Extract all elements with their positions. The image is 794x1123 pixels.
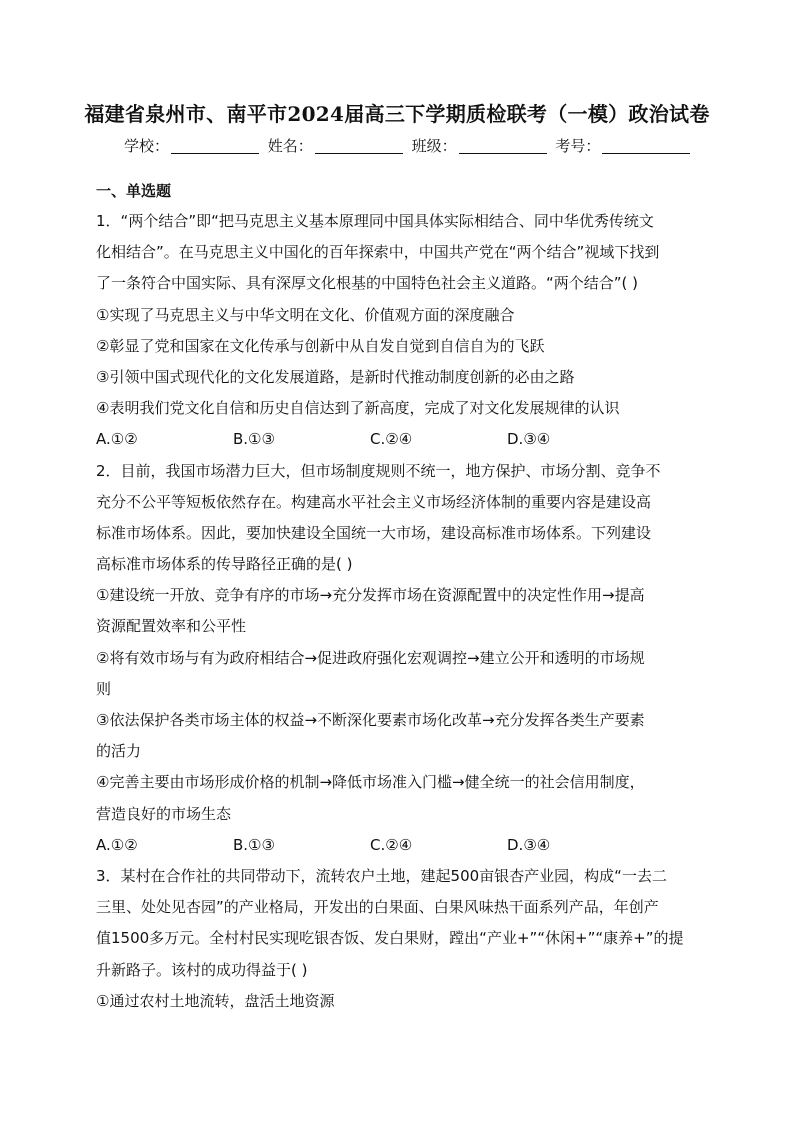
answer-choices <box>96 424 716 455</box>
school-label: 学校： <box>124 137 170 155</box>
answer-choices <box>96 830 716 861</box>
question-2 <box>96 456 716 861</box>
statement-option: ①实现了马克思主义与中华文明在文化、价值观方面的深度融合 <box>96 305 515 324</box>
choice-a[interactable]: A.①② <box>96 430 138 449</box>
class-label: 班级： <box>411 137 457 155</box>
statement-option-continued: 营造良好的市场生态 <box>96 804 232 823</box>
question-stem-line: 化相结合”。在马克思主义中国化的百年探索中，中国共产党在“两个结合”视域下找到 <box>96 243 660 262</box>
choice-c[interactable]: C.②④ <box>370 835 413 854</box>
statement-option: ③引领中国式现代化的文化发展道路，是新时代推动制度创新的必由之路 <box>96 367 575 386</box>
statement-option: ②彰显了党和国家在文化传承与创新中从自发自觉到自信自为的飞跃 <box>96 336 545 355</box>
section-heading: 一、单选题 <box>96 182 172 200</box>
question-3 <box>96 861 716 1017</box>
choice-d[interactable]: D.③④ <box>507 430 551 449</box>
question-stem-line: 2．目前，我国市场潜力巨大，但市场制度规则不统一，地方保护、市场分割、竞争不 <box>96 461 661 480</box>
statement-option: ②将有效市场与有为政府相结合→促进政府强化宏观调控→建立公开和透明的市场规 <box>96 648 645 667</box>
choice-b[interactable]: B.①③ <box>233 835 275 854</box>
exam-content <box>96 176 716 1017</box>
question-stem-line: 充分不公平等短板依然存在。构建高水平社会主义市场经济体制的重要内容是建设高 <box>96 492 652 511</box>
question-stem-line: 了一条符合中国实际、具有深厚文化根基的中国特色社会主义道路。“两个结合”( ) <box>96 274 639 293</box>
choice-a[interactable]: A.①② <box>96 835 138 854</box>
question-1 <box>96 206 716 456</box>
statement-option: ①建设统一开放、竞争有序的市场→充分发挥市场在资源配置中的决定性作用→提高 <box>96 586 645 605</box>
student-info-row <box>124 135 694 157</box>
question-stem-line: 值1500多万元。全村村民实现吃银杏饭、发白果财，蹚出“产业+”“休闲+”“康养+”的提 <box>96 929 684 948</box>
class-blank <box>459 137 547 154</box>
statement-option: ①通过农村土地流转，盘活土地资源 <box>96 991 335 1010</box>
name-label: 姓名： <box>267 137 313 155</box>
name-blank <box>315 137 403 154</box>
question-stem-line: 标准市场体系。因此，要加快建设全国统一大市场，建设高标准市场体系。下列建设 <box>96 523 652 542</box>
question-stem-line: 3．某村在合作社的共同带动下，流转农户土地，建起500亩银杏产业园，构成“一去二 <box>96 866 667 885</box>
exam-number-blank <box>602 137 690 154</box>
question-stem-line: 三里、处处见杏园”的产业格局，开发出的白果面、白果风味热干面系列产品，年创产 <box>96 898 659 917</box>
statement-option: ④完善主要由市场形成价格的机制→降低市场准入门槛→健全统一的社会信用制度， <box>96 773 645 792</box>
statement-option-continued: 的活力 <box>96 742 142 761</box>
statement-option: ④表明我们党文化自信和历史自信达到了新高度，完成了对文化发展规律的认识 <box>96 399 620 418</box>
exam-number-label: 考号： <box>555 137 601 155</box>
statement-option-continued: 则 <box>96 679 112 698</box>
statement-option-continued: 资源配置效率和公平性 <box>96 617 247 636</box>
school-blank <box>171 137 259 154</box>
choice-c[interactable]: C.②④ <box>370 430 413 449</box>
statement-option: ③依法保护各类市场主体的权益→不断深化要素市场化改革→充分发挥各类生产要素 <box>96 711 645 729</box>
question-stem-line: 1．“两个结合”即“把马克思主义基本原理同中国具体实际相结合、同中华优秀传统文 <box>96 212 654 230</box>
question-stem-line: 高标准市场体系的传导路径正确的是( ) <box>96 555 353 574</box>
exam-title: 福建省泉州市、南平市2024届高三下学期质检联考（一模）政治试卷 <box>84 102 710 126</box>
choice-b[interactable]: B.①③ <box>233 430 275 449</box>
question-stem-line: 升新路子。该村的成功得益于( ) <box>96 960 308 979</box>
choice-d[interactable]: D.③④ <box>507 835 551 854</box>
